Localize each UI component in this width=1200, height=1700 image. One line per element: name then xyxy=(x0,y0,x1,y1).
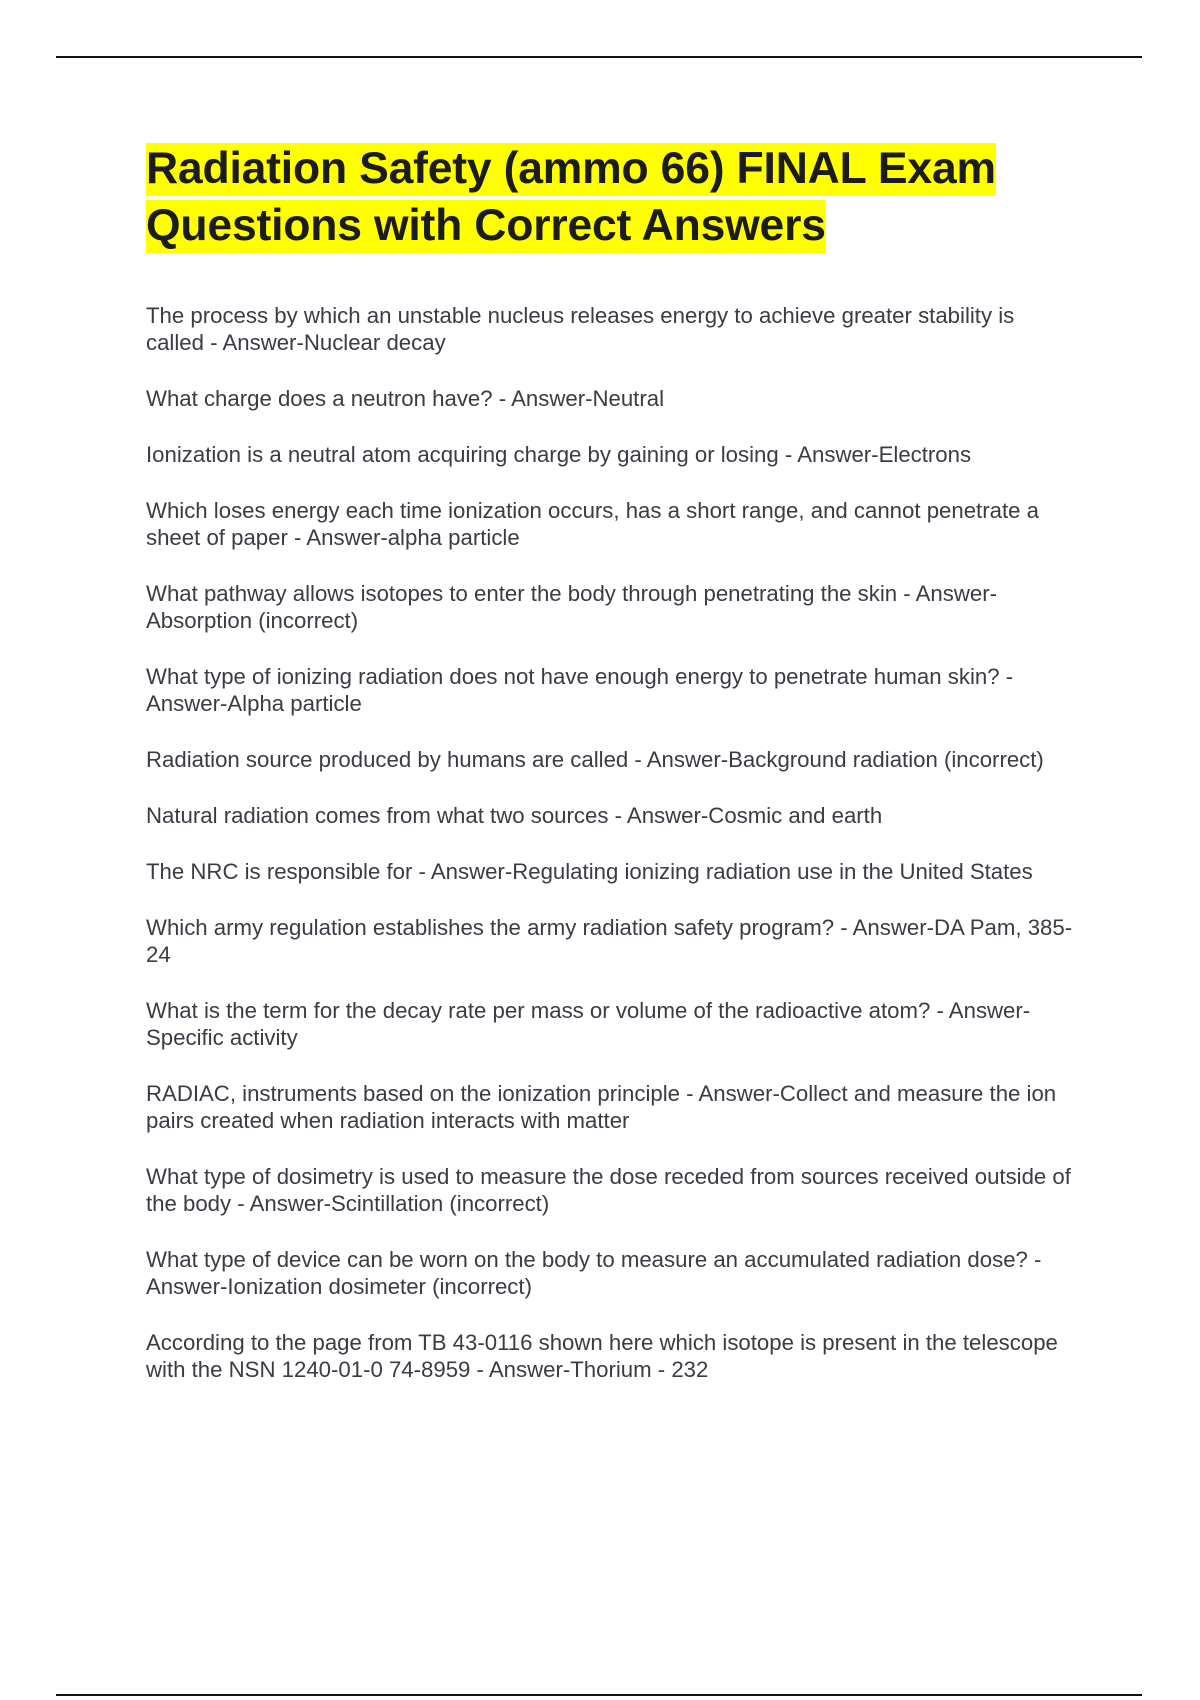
qa-item: What type of device can be worn on the body to measure an accumulated radiation dose? - Answer-Ionization dosimeter (incorrect) xyxy=(146,1247,1042,1299)
title-line-2: Questions with Correct Answers xyxy=(146,200,826,253)
title-line-1: Radiation Safety (ammo 66) FINAL Exam xyxy=(146,143,996,196)
qa-item: What is the term for the decay rate per mass or volume of the radioactive atom? - Answer-Specific activity xyxy=(146,998,1031,1050)
qa-item: What type of dosimetry is used to measure the dose receded from sources received outside of the body - Answer-Scintillation (incorrect) xyxy=(146,1164,1071,1216)
document-title xyxy=(146,140,1086,254)
qa-item: According to the page from TB 43-0116 shown here which isotope is present in the telescope with the NSN 1240-01-0 74-8959 - Answer-Thorium - 232 xyxy=(146,1330,1058,1382)
header-rule xyxy=(56,56,1142,58)
question-answer-list xyxy=(146,302,1076,1383)
qa-item: Which loses energy each time ionization occurs, has a short range, and cannot penetrate a sheet of paper - Answer-alpha particle xyxy=(146,498,1039,550)
qa-item: Which army regulation establishes the army radiation safety program? - Answer-DA Pam, 385-24 xyxy=(146,915,1073,967)
qa-item: What charge does a neutron have? - Answer-Neutral xyxy=(146,386,664,411)
footer-rule xyxy=(56,1694,1142,1696)
qa-item: What type of ionizing radiation does not have enough energy to penetrate human skin? - Answer-Alpha particle xyxy=(146,664,1014,716)
qa-item: Radiation source produced by humans are called - Answer-Background radiation (incorrect) xyxy=(146,747,1044,772)
qa-item: Natural radiation comes from what two sources - Answer-Cosmic and earth xyxy=(146,803,883,828)
qa-item: The NRC is responsible for - Answer-Regulating ionizing radiation use in the United States xyxy=(146,859,1033,884)
qa-item: Ionization is a neutral atom acquiring charge by gaining or losing - Answer-Electrons xyxy=(146,442,972,467)
qa-item: What pathway allows isotopes to enter the body through penetrating the skin - Answer-Absorption (incorrect) xyxy=(146,581,998,633)
qa-item: The process by which an unstable nucleus releases energy to achieve greater stability is called - Answer-Nuclear decay xyxy=(146,303,1015,355)
qa-item: RADIAC, instruments based on the ionization principle - Answer-Collect and measure the ion pairs created when radiation interacts with matter xyxy=(146,1081,1057,1133)
